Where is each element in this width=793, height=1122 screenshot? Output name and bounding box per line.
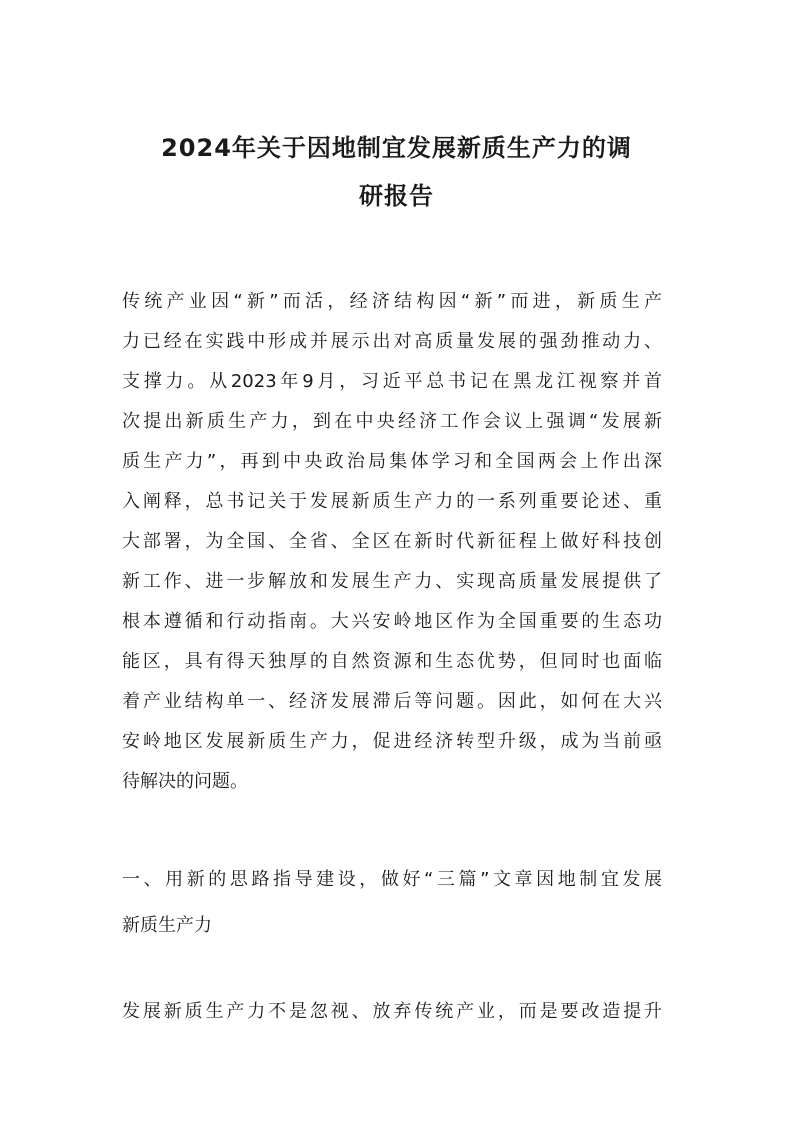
paragraph-line: 能区，具有得天独厚的自然资源和生态优势，但同时也面临: [122, 651, 662, 672]
paragraph-line: 新工作、进一步解放和发展生产力、实现高质量发展提供了: [122, 571, 662, 592]
heading-line: 新质生产力: [122, 915, 212, 936]
paragraph-line: 根本遵循和行动指南。大兴安岭地区作为全国重要的生态功: [122, 611, 662, 632]
document-title-line-2: 研报告: [359, 182, 434, 210]
paragraph-line: 待解决的问题。: [122, 771, 248, 792]
paragraph-line: 支撑力。从2023年9月，习近平总书记在黑龙江视察并首: [122, 371, 662, 392]
paragraph-line: 着产业结构单一、经济发展滞后等问题。因此，如何在大兴: [122, 691, 662, 712]
paragraph-line: 力已经在实践中形成并展示出对高质量发展的强劲推动力、: [122, 331, 662, 352]
paragraph-line: 入阐释，总书记关于发展新质生产力的一系列重要论述、重: [122, 491, 662, 512]
paragraph-line: 传统产业因“新”而活，经济结构因“新”而进，新质生产: [122, 291, 662, 312]
heading-line: 一、用新的思路指导建设，做好“三篇”文章因地制宜发展: [122, 869, 662, 890]
paragraph-line: 安岭地区发展新质生产力，促进经济转型升级，成为当前亟: [122, 731, 662, 752]
paragraph-line: 次提出新质生产力，到在中央经济工作会议上强调“发展新: [122, 411, 662, 432]
paragraph-line: 发展新质生产力不是忽视、放弃传统产业，而是要改造提升: [122, 1001, 662, 1022]
paragraph-line: 质生产力”，再到中央政治局集体学习和全国两会上作出深: [122, 451, 662, 472]
document-title-line-1: 2024年关于因地制宜发展新质生产力的调: [161, 134, 632, 162]
paragraph-line: 大部署，为全国、全省、全区在新时代新征程上做好科技创: [122, 531, 662, 552]
